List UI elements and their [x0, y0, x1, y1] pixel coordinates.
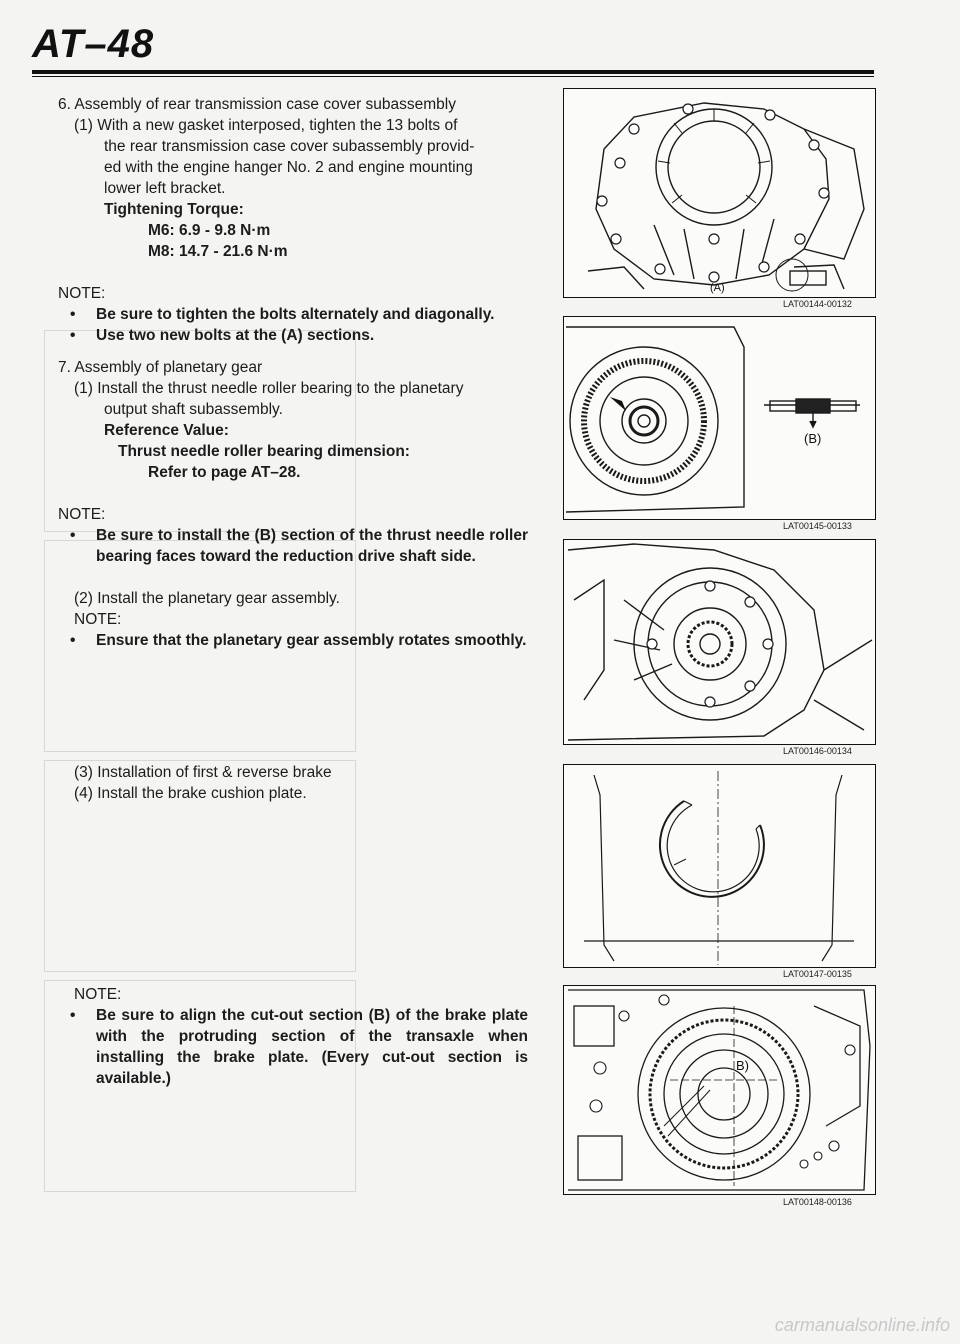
- planetary-gear-illustration: [564, 540, 875, 744]
- brake-plate-alignment-illustration: [564, 986, 875, 1194]
- reference-item: Thrust needle roller bearing dimension:: [118, 443, 410, 460]
- figure-code: LAT00148-00136: [783, 1197, 852, 1207]
- header-rule-thin: [32, 76, 874, 77]
- reference-label: Reference Value:: [104, 422, 229, 439]
- section-6: [58, 94, 528, 346]
- brake-cushion-plate-illustration: [564, 765, 875, 967]
- section-7-brake: [58, 762, 528, 804]
- section-7-heading: 7. Assembly of planetary gear: [58, 359, 263, 376]
- figure-brake-plate-alignment: [563, 985, 876, 1195]
- figure-callout: B): [736, 1058, 749, 1073]
- note-label: NOTE:: [58, 506, 106, 523]
- figure-code: LAT00147-00135: [783, 969, 852, 979]
- figure-planetary-gear: [563, 539, 876, 745]
- page-title: AT–48: [32, 22, 155, 66]
- note-label: NOTE:: [58, 285, 106, 302]
- note-item: • Be sure to align the cut-out section (B) of the brake plate with the protruding section of the transaxle when installing the brake plate. (Every cut-out section is available.): [70, 1007, 528, 1087]
- torque-m6: M6: 6.9 - 9.8 N·m: [148, 222, 271, 239]
- note-item: • Be sure to tighten the bolts alternately and diagonally.: [70, 306, 495, 323]
- figure-code: LAT00145-00133: [783, 521, 852, 531]
- torque-m8: M8: 14.7 - 21.6 N·m: [148, 243, 288, 260]
- section-7-brake-note: [58, 984, 528, 1089]
- step-text: (1) Install the thrust needle roller bearing to the planetary: [74, 380, 464, 397]
- header-rule: [32, 70, 874, 74]
- step-text: (2) Install the planetary gear assembly.: [74, 590, 340, 607]
- step-text: (4) Install the brake cushion plate.: [74, 785, 307, 802]
- section-6-heading: 6. Assembly of rear transmission case cover subassembly: [58, 96, 456, 113]
- rear-case-cover-illustration: [564, 89, 875, 297]
- section-7: [58, 357, 528, 651]
- figure-code: LAT00146-00134: [783, 746, 852, 756]
- note-item: • Use two new bolts at the (A) sections.: [70, 327, 375, 344]
- note-label: NOTE:: [74, 611, 122, 628]
- reference-page: Refer to page AT–28.: [148, 464, 301, 481]
- step-text: the rear transmission case cover subassembly provid-: [104, 138, 475, 155]
- figure-callout: (A): [710, 282, 725, 294]
- thrust-bearing-illustration: [564, 317, 875, 519]
- watermark: carmanualsonline.info: [774, 1315, 950, 1335]
- figure-brake-cushion-plate: [563, 764, 876, 968]
- torque-label: Tightening Torque:: [104, 201, 244, 218]
- step-text: ed with the engine hanger No. 2 and engine mounting: [104, 159, 473, 176]
- figure-code: LAT00144-00132: [783, 299, 852, 309]
- figure-thrust-bearing: [563, 316, 876, 520]
- note-label: NOTE:: [74, 986, 122, 1003]
- note-item: • Be sure to install the (B) section of the thrust needle roller bearing faces toward the reduction drive shaft side.: [70, 527, 528, 565]
- figure-rear-case-cover: [563, 88, 876, 298]
- figure-callout: (B): [804, 431, 822, 446]
- step-text: (1) With a new gasket interposed, tighten the 13 bolts of: [74, 117, 458, 134]
- step-text: (3) Installation of first & reverse brake: [74, 764, 332, 781]
- step-text: output shaft subassembly.: [104, 401, 283, 418]
- step-text: lower left bracket.: [104, 180, 226, 197]
- note-item: • Ensure that the planetary gear assembly rotates smoothly.: [70, 632, 527, 649]
